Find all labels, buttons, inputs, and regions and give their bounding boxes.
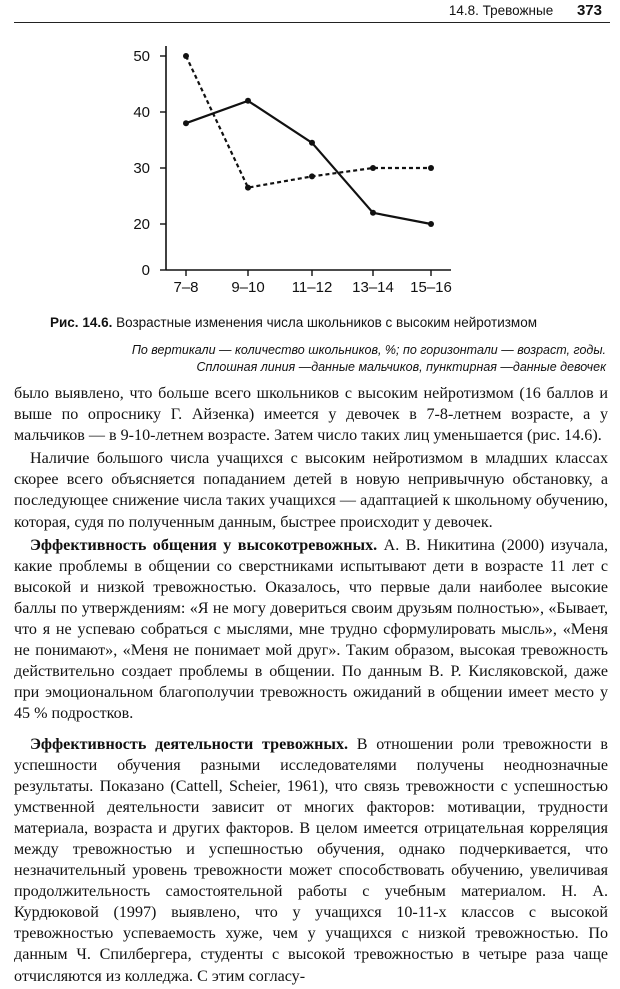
paragraph-3-heading: Эффективность общения у высокотревожных. xyxy=(30,536,378,554)
data-point xyxy=(309,173,315,179)
x-tick-label: 11–12 xyxy=(291,279,333,296)
body-text xyxy=(14,383,608,989)
page-number: 373 xyxy=(576,2,602,19)
chart-axes xyxy=(166,46,451,270)
section-title: 14.8. Тревожные xyxy=(448,3,554,18)
paragraph-4 xyxy=(14,734,608,987)
data-point xyxy=(428,221,434,227)
paragraph-4-text: В отношении роли тревожности в успешности обучения разными исследователями получены неоднозначные результаты. Показано (Cattell, Scheier, 1961), что связь тревожности с успешностью умственной деятельности зависит от многих факторов: мотивации, трудности материала, возраста и других факторов. В целом имеется отрицательная корреляция между тревожностью и успешностью обучения, однако подчеркивается, что незначительный уровень тревожности может способствовать обучению, увеличивая продолжительность самостоятельной работы с учебным материалом. Н. А. Курдюковой (1997) выявлено, что у учащихся 10-11-х классов с высокой тревожностью успеваемость хуже, чем у учащихся с низкой тревожностью. По данным Ч. Спилбергера, студенты с высокой тревожностью в четыре раза чаще отчисляются из колледжа. С этим согласу- xyxy=(14,735,608,985)
figure-caption-text: Возрастные изменения числа школьников с высоким нейротизмом xyxy=(116,315,537,330)
x-tick-label: 13–14 xyxy=(352,279,394,296)
y-axis-ticks xyxy=(133,48,166,279)
paragraph-3-text: А. В. Никитина (2000) изучала, какие проблемы в общении со сверстниками испытывают дети в возрасте 11 лет с высокой и низкой тревожностью. Оказалось, что первые дали наиболее высокие баллы по утверждениям: «Я не могу довериться своим друзьям полностью», «Бывает, что я не успеваю собраться с мыслями, мне трудно сформулировать мысль», «Меня не понимают», «Меня не понимает мой друг». Таким образом, высокая тревожность действительно создает проблемы в общении. По данным В. Р. Кисляковской, даже при эмоциональном благополучии тревожность ожиданий в общении имеет место у 45 % подростков. xyxy=(14,536,608,723)
y-tick-label: 30 xyxy=(133,160,150,177)
y-tick-label: 0 xyxy=(141,262,150,279)
line-chart xyxy=(0,24,620,304)
chart-series xyxy=(183,53,434,227)
x-tick-label: 9–10 xyxy=(231,279,265,296)
series-line-boys xyxy=(186,101,431,224)
figure-note-line-1: По вертикали — количество школьников, %; по горизонтали — возраст, годы. xyxy=(131,343,606,357)
series-line-girls xyxy=(186,56,431,188)
data-point xyxy=(183,120,189,126)
data-point xyxy=(183,53,189,59)
y-tick-label: 40 xyxy=(133,104,150,121)
paragraph-3 xyxy=(14,535,608,725)
paragraph-1: было выявлено, что больше всего школьников с высоким нейротизмом (16 баллов и выше по опроснику Г. Айзенка) имеется у девочек в 7-8-летнем возрасте, а у мальчиков — в 9-10-летнем возрасте. Затем число таких лиц уменьшается (рис. 14.6). xyxy=(14,385,608,445)
header-rule xyxy=(14,22,610,23)
x-tick-label: 7–8 xyxy=(173,279,199,296)
x-tick-label: 15–16 xyxy=(410,279,452,296)
data-point xyxy=(370,165,376,171)
y-tick-label: 50 xyxy=(133,48,150,65)
figure-caption xyxy=(50,315,537,330)
running-header xyxy=(449,2,602,19)
data-point xyxy=(309,140,315,146)
y-tick-label: 20 xyxy=(133,216,150,233)
figure-note-line-2: Сплошная линия —данные мальчиков, пунктирная —данные девочек xyxy=(196,360,606,374)
data-point xyxy=(370,210,376,216)
paragraph-2: Наличие большого числа учащихся с высоким нейротизмом в младших классах скорее всего объясняется попаданием детей в новую непривычную обстановку, а последующее снижение числа таких учащихся — адаптацией к школьному обучению, которая, судя по полученным данным, быстрее происходит у девочек. xyxy=(14,450,608,531)
data-point xyxy=(245,185,251,191)
data-point xyxy=(245,98,251,104)
data-point xyxy=(428,165,434,171)
figure-label: Рис. 14.6. xyxy=(50,315,113,330)
x-axis-ticks xyxy=(173,270,451,296)
paragraph-4-heading: Эффективность деятельности тревожных. xyxy=(30,735,349,753)
